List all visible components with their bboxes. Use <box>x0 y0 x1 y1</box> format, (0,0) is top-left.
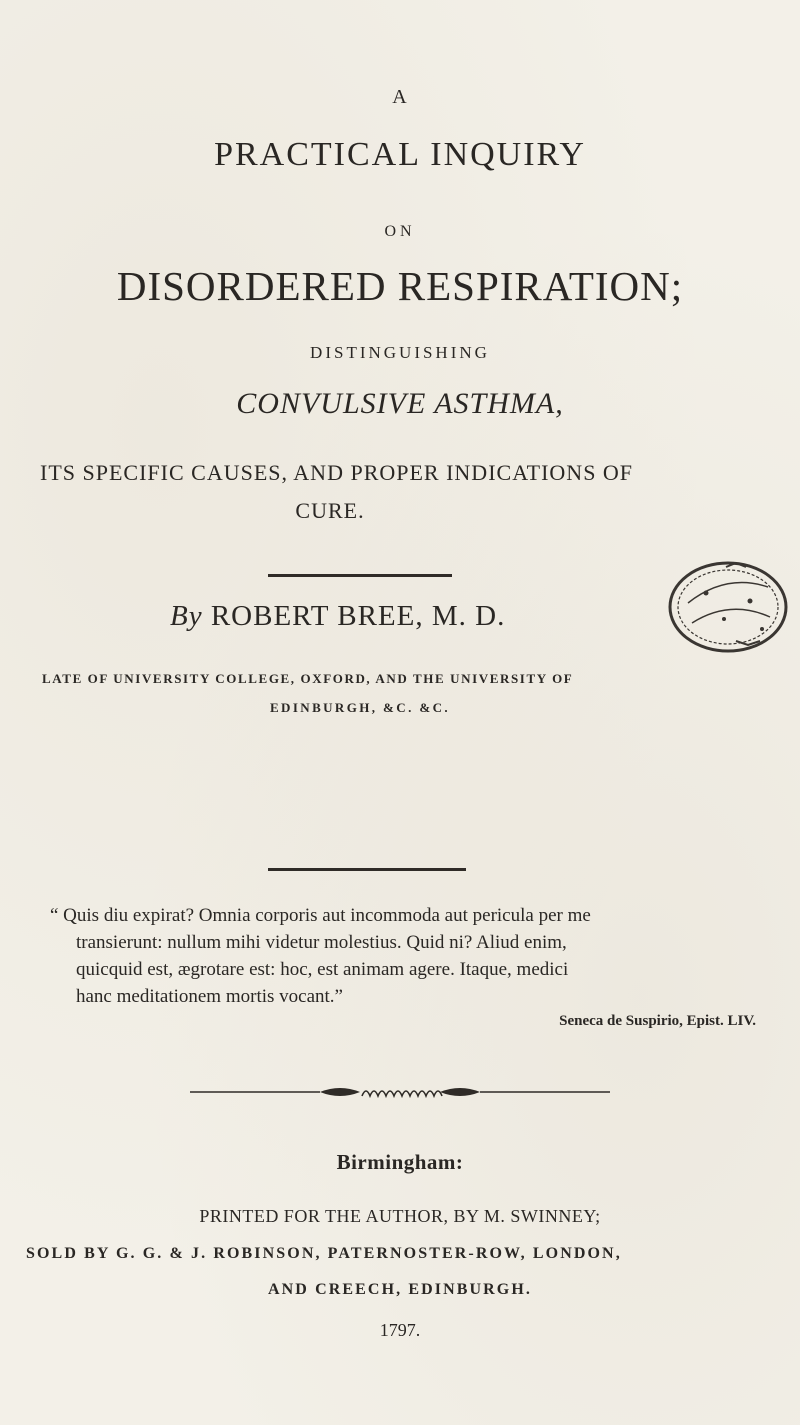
main-title: PRACTICAL INQUIRY <box>214 136 586 173</box>
title-connector: ON <box>384 223 416 240</box>
causes-line-1: ITS SPECIFIC CAUSES, AND PROPER INDICATIONS OF <box>40 460 634 485</box>
author-credentials-line-2: EDINBURGH, &C. &C. <box>269 700 451 715</box>
imprint-place: Birmingham: <box>336 1150 464 1174</box>
divider-rule-lower <box>268 868 466 871</box>
author-credentials-line-1: LATE OF UNIVERSITY COLLEGE, OXFORD, AND THE UNIVERSITY OF <box>42 671 574 686</box>
divider-rule-upper <box>268 574 452 577</box>
byline-prefix: By <box>170 600 203 632</box>
epigraph <box>50 902 770 1010</box>
title-article: A <box>392 86 408 108</box>
author-byline <box>170 600 505 633</box>
epigraph-line: transierunt: nullum mihi videtur molestius. Quid ni? Aliud enim, <box>76 932 567 953</box>
epigraph-line: hanc meditationem mortis vocant.” <box>76 986 343 1007</box>
disease-title: CONVULSIVE ASTHMA, <box>236 387 564 420</box>
epigraph-citation: Seneca de Suspirio, Epist. LIV. <box>559 1013 756 1029</box>
imprint-printer: PRINTED FOR THE AUTHOR, BY M. SWINNEY; <box>199 1206 601 1226</box>
decorative-rule-icon <box>190 1082 610 1102</box>
epigraph-line: quicquid est, ægrotare est: hoc, est animam agere. Itaque, medici <box>76 959 569 980</box>
imprint-year: 1797. <box>379 1320 421 1340</box>
causes-line-2: CURE. <box>295 498 365 523</box>
imprint-sellers-line-2: AND CREECH, EDINBURGH. <box>268 1281 532 1298</box>
library-stamp-icon <box>666 557 790 657</box>
epigraph-line: “ Quis diu expirat? Omnia corporis aut incommoda aut pericula per me <box>50 905 591 926</box>
subject-title: DISORDERED RESPIRATION; <box>116 263 684 309</box>
imprint-sellers-line-1: SOLD BY G. G. & J. ROBINSON, PATERNOSTER-ROW, LONDON, <box>26 1245 622 1262</box>
author-name: ROBERT BREE, M. D. <box>210 600 506 632</box>
distinguishing-label: DISTINGUISHING <box>310 343 490 362</box>
